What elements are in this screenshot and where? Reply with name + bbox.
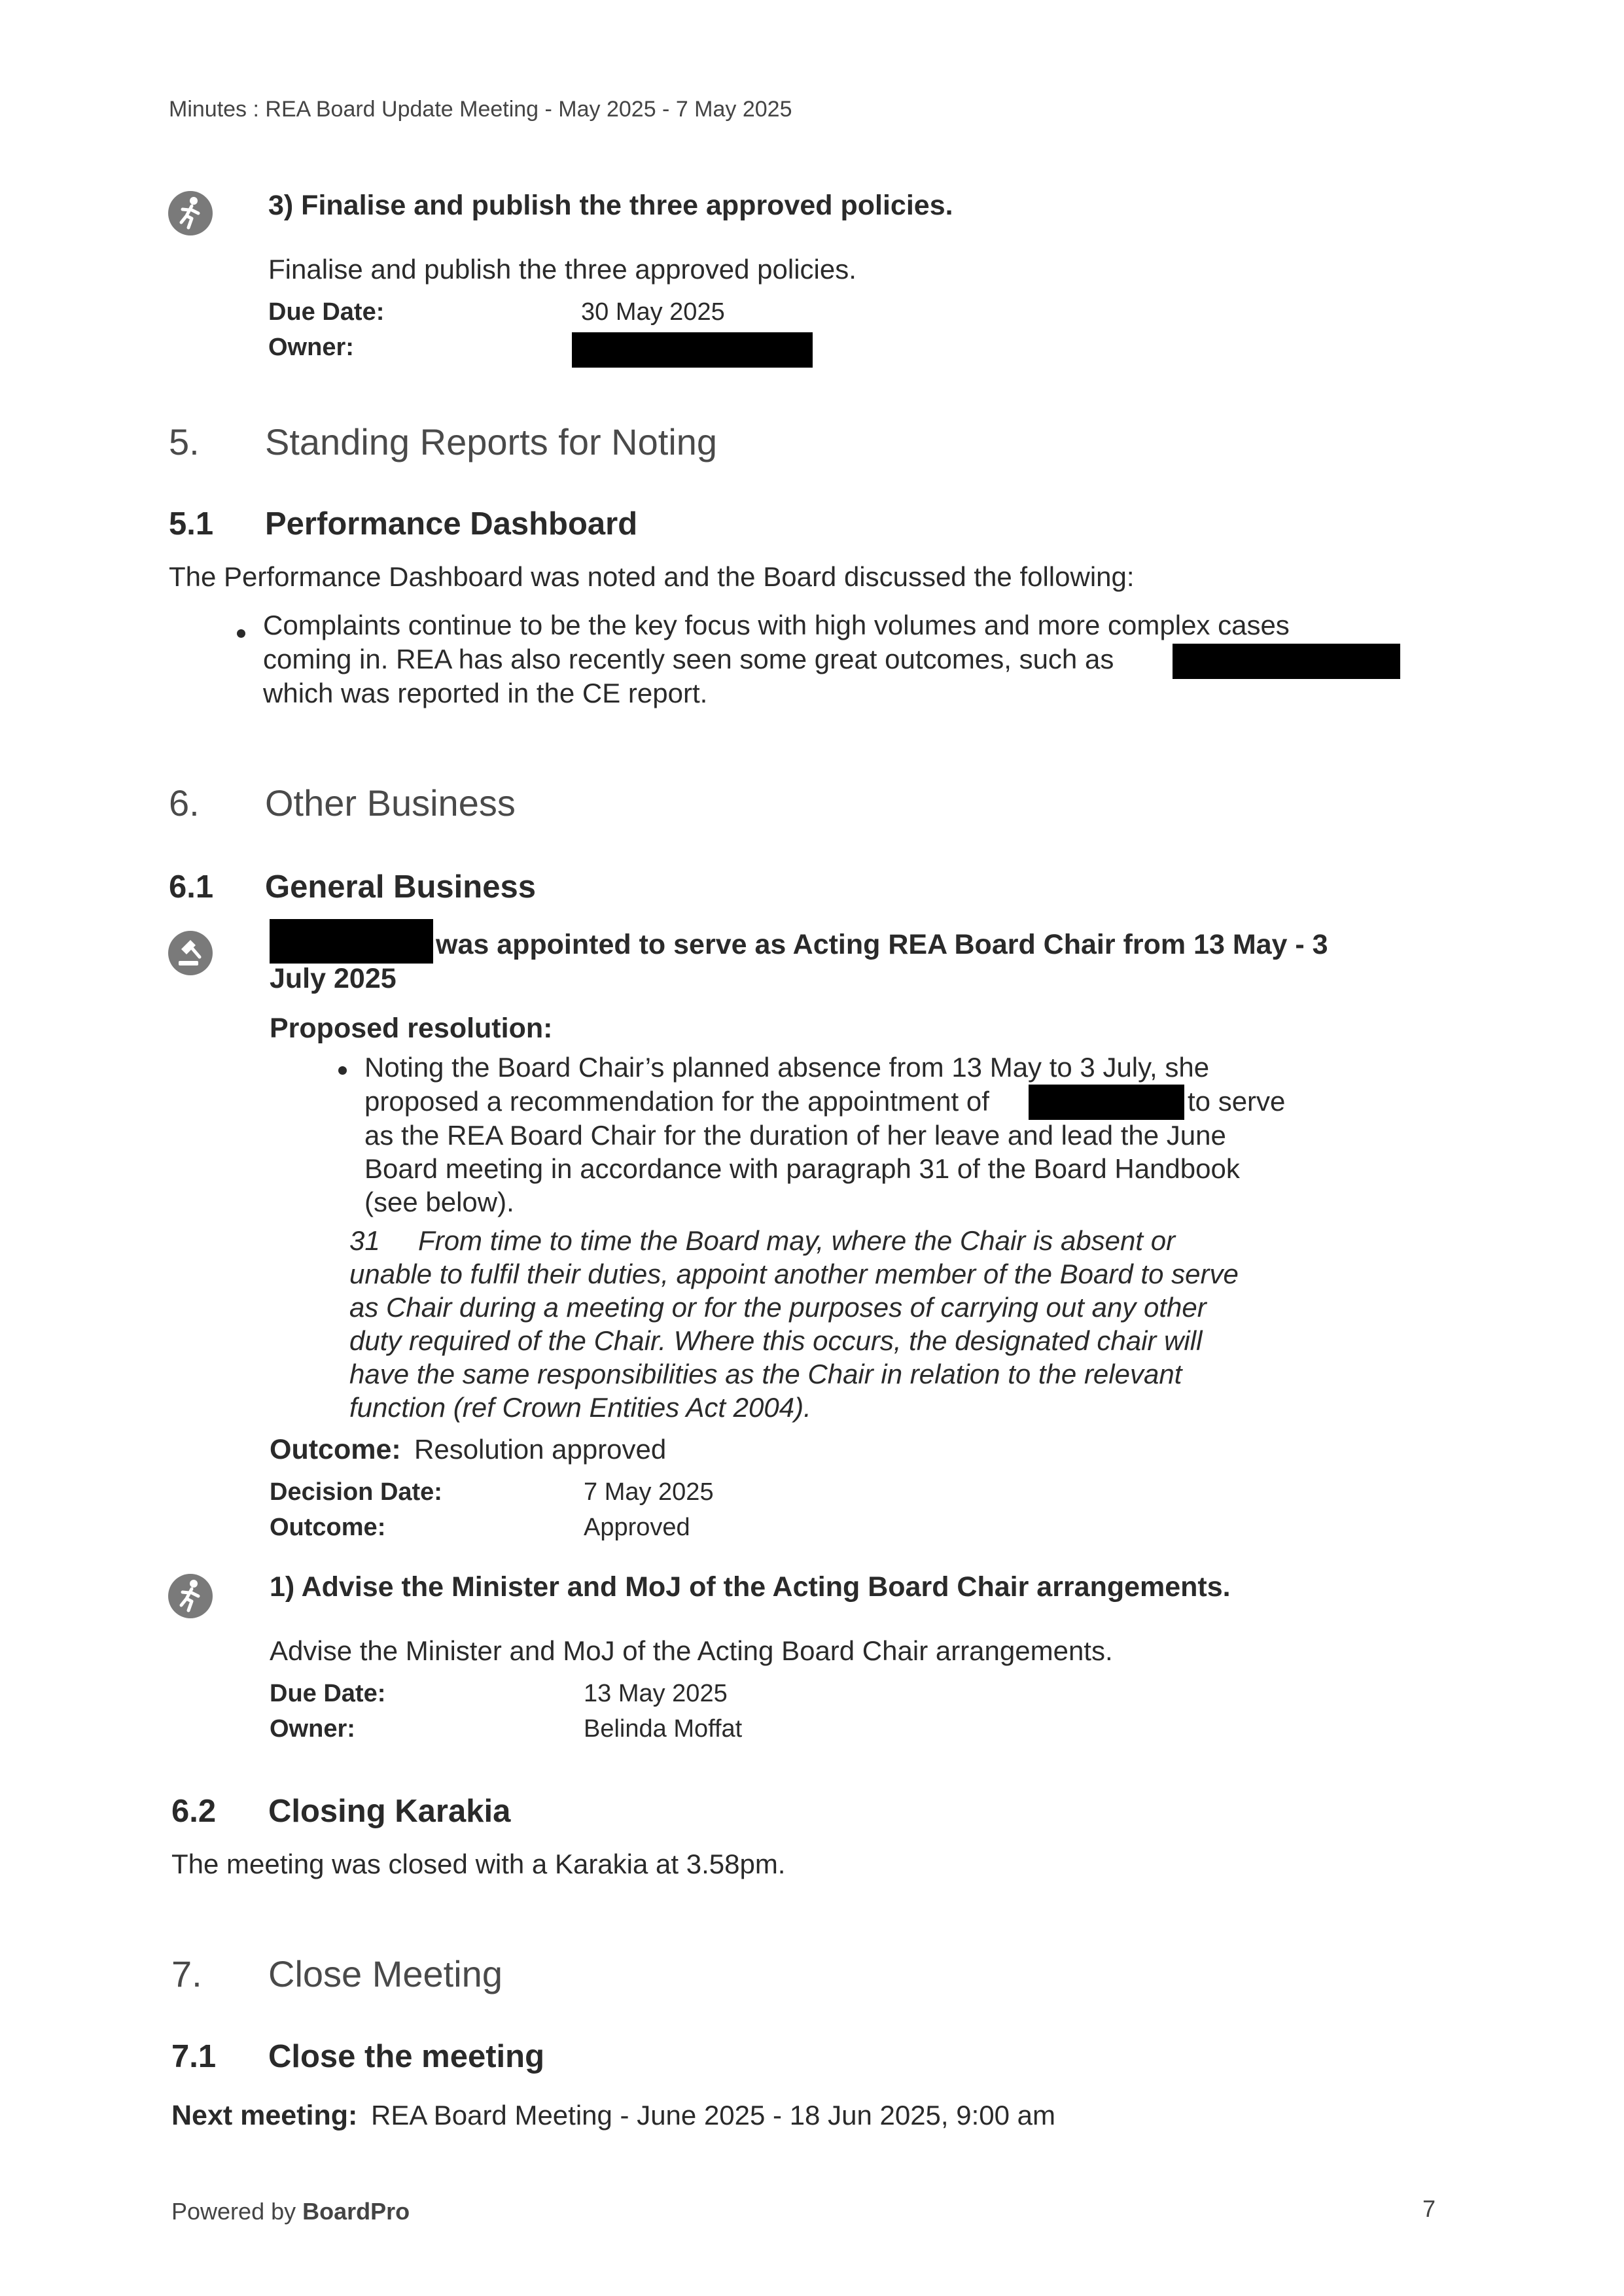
section-number: 6. (169, 782, 200, 824)
action-description: Advise the Minister and MoJ of the Acting Board Chair arrangements. (270, 1635, 1113, 1666)
brand-name: BoardPro (302, 2198, 410, 2225)
bullet-text-line: as the REA Board Chair for the duration of her leave and lead the June (364, 1120, 1226, 1151)
quote-line: as Chair during a meeting or for the purposes of carrying out any other (349, 1292, 1207, 1323)
action-description: Finalise and publish the three approved policies. (268, 254, 856, 285)
redaction-block (1173, 644, 1400, 679)
bullet-text-line: coming in. REA has also recently seen some great outcomes, such as (263, 644, 1114, 674)
owner-value: Belinda Moffat (584, 1715, 743, 1743)
due-date-label: Due Date: (270, 1680, 386, 1707)
outcome-value: Approved (584, 1514, 690, 1541)
bullet-dot (237, 629, 245, 638)
action-runner-icon (167, 1573, 214, 1620)
due-date-value: 13 May 2025 (584, 1680, 728, 1707)
proposed-resolution-label: Proposed resolution: (270, 1013, 553, 1044)
action-title: 1) Advise the Minister and MoJ of the Acting Board Chair arrangements. (270, 1571, 1231, 1603)
page-number: 7 (1422, 2195, 1436, 2222)
subsection-title: General Business (265, 869, 536, 905)
redaction-block (572, 332, 813, 368)
redaction-block (270, 919, 433, 964)
resolution-gavel-icon (167, 930, 214, 977)
action-runner-icon (167, 190, 214, 237)
owner-label: Owner: (270, 1715, 355, 1743)
section-number: 5. (169, 421, 200, 462)
outcome-text: Resolution approved (414, 1434, 667, 1465)
quote-line: have the same responsibilities as the Chair in relation to the relevant (349, 1359, 1182, 1389)
decision-date-label: Decision Date: (270, 1478, 442, 1506)
section-title: Close Meeting (268, 1953, 503, 1994)
subsection-title: Closing Karakia (268, 1794, 511, 1829)
outcome-label: Outcome: (270, 1514, 386, 1541)
bullet-dot (338, 1066, 347, 1075)
section-number: 7. (171, 1953, 202, 1994)
outcome-label: Outcome: (270, 1434, 401, 1465)
subsection-number: 5.1 (169, 506, 214, 542)
next-meeting-label: Next meeting: (171, 2100, 358, 2131)
bullet-text-line: Noting the Board Chair’s planned absence from 13 May to 3 July, she (364, 1052, 1210, 1083)
bullet-text-line: Board meeting in accordance with paragraph 31 of the Board Handbook (364, 1153, 1240, 1184)
redaction-block (1029, 1085, 1184, 1120)
subsection-number: 7.1 (171, 2039, 217, 2074)
action-title: 3) Finalise and publish the three approved policies. (268, 190, 953, 221)
bullet-text-line: to serve (1188, 1086, 1286, 1117)
bullet-text-line: (see below). (364, 1187, 514, 1217)
quote-line: unable to fulfil their duties, appoint another member of the Board to serve (349, 1259, 1239, 1289)
footer-powered-by (171, 2198, 410, 2225)
paragraph: The meeting was closed with a Karakia at 3.58pm. (171, 1849, 786, 1879)
bullet-text-line: Complaints continue to be the key focus with high volumes and more complex cases (263, 610, 1290, 640)
subsection-title: Performance Dashboard (265, 506, 638, 542)
next-meeting-value: REA Board Meeting - June 2025 - 18 Jun 2025, 9:00 am (371, 2100, 1056, 2131)
resolution-title: was appointed to serve as Acting REA Board Chair from 13 May - 3 (436, 929, 1328, 960)
section-title: Standing Reports for Noting (265, 421, 718, 462)
resolution-title: July 2025 (270, 963, 397, 994)
quote-line: function (ref Crown Entities Act 2004). (349, 1392, 811, 1423)
due-date-value: 30 May 2025 (581, 298, 725, 326)
quote-line: duty required of the Chair. Where this occurs, the designated chair will (349, 1325, 1203, 1356)
page-header: Minutes : REA Board Update Meeting - May 2025 - 7 May 2025 (169, 97, 792, 122)
section-title: Other Business (265, 782, 516, 824)
owner-label: Owner: (268, 334, 354, 361)
paragraph: The Performance Dashboard was noted and the Board discussed the following: (169, 561, 1135, 592)
subsection-number: 6.1 (169, 869, 214, 905)
bullet-text-line: proposed a recommendation for the appointment of (364, 1086, 989, 1117)
subsection-number: 6.2 (171, 1794, 217, 1829)
due-date-label: Due Date: (268, 298, 385, 326)
decision-date-value: 7 May 2025 (584, 1478, 714, 1506)
quote-line: 31 From time to time the Board may, where the Chair is absent or (349, 1225, 1176, 1256)
subsection-title: Close the meeting (268, 2039, 545, 2074)
bullet-text-line: which was reported in the CE report. (263, 678, 708, 708)
powered-by-text: Powered by (171, 2198, 296, 2225)
